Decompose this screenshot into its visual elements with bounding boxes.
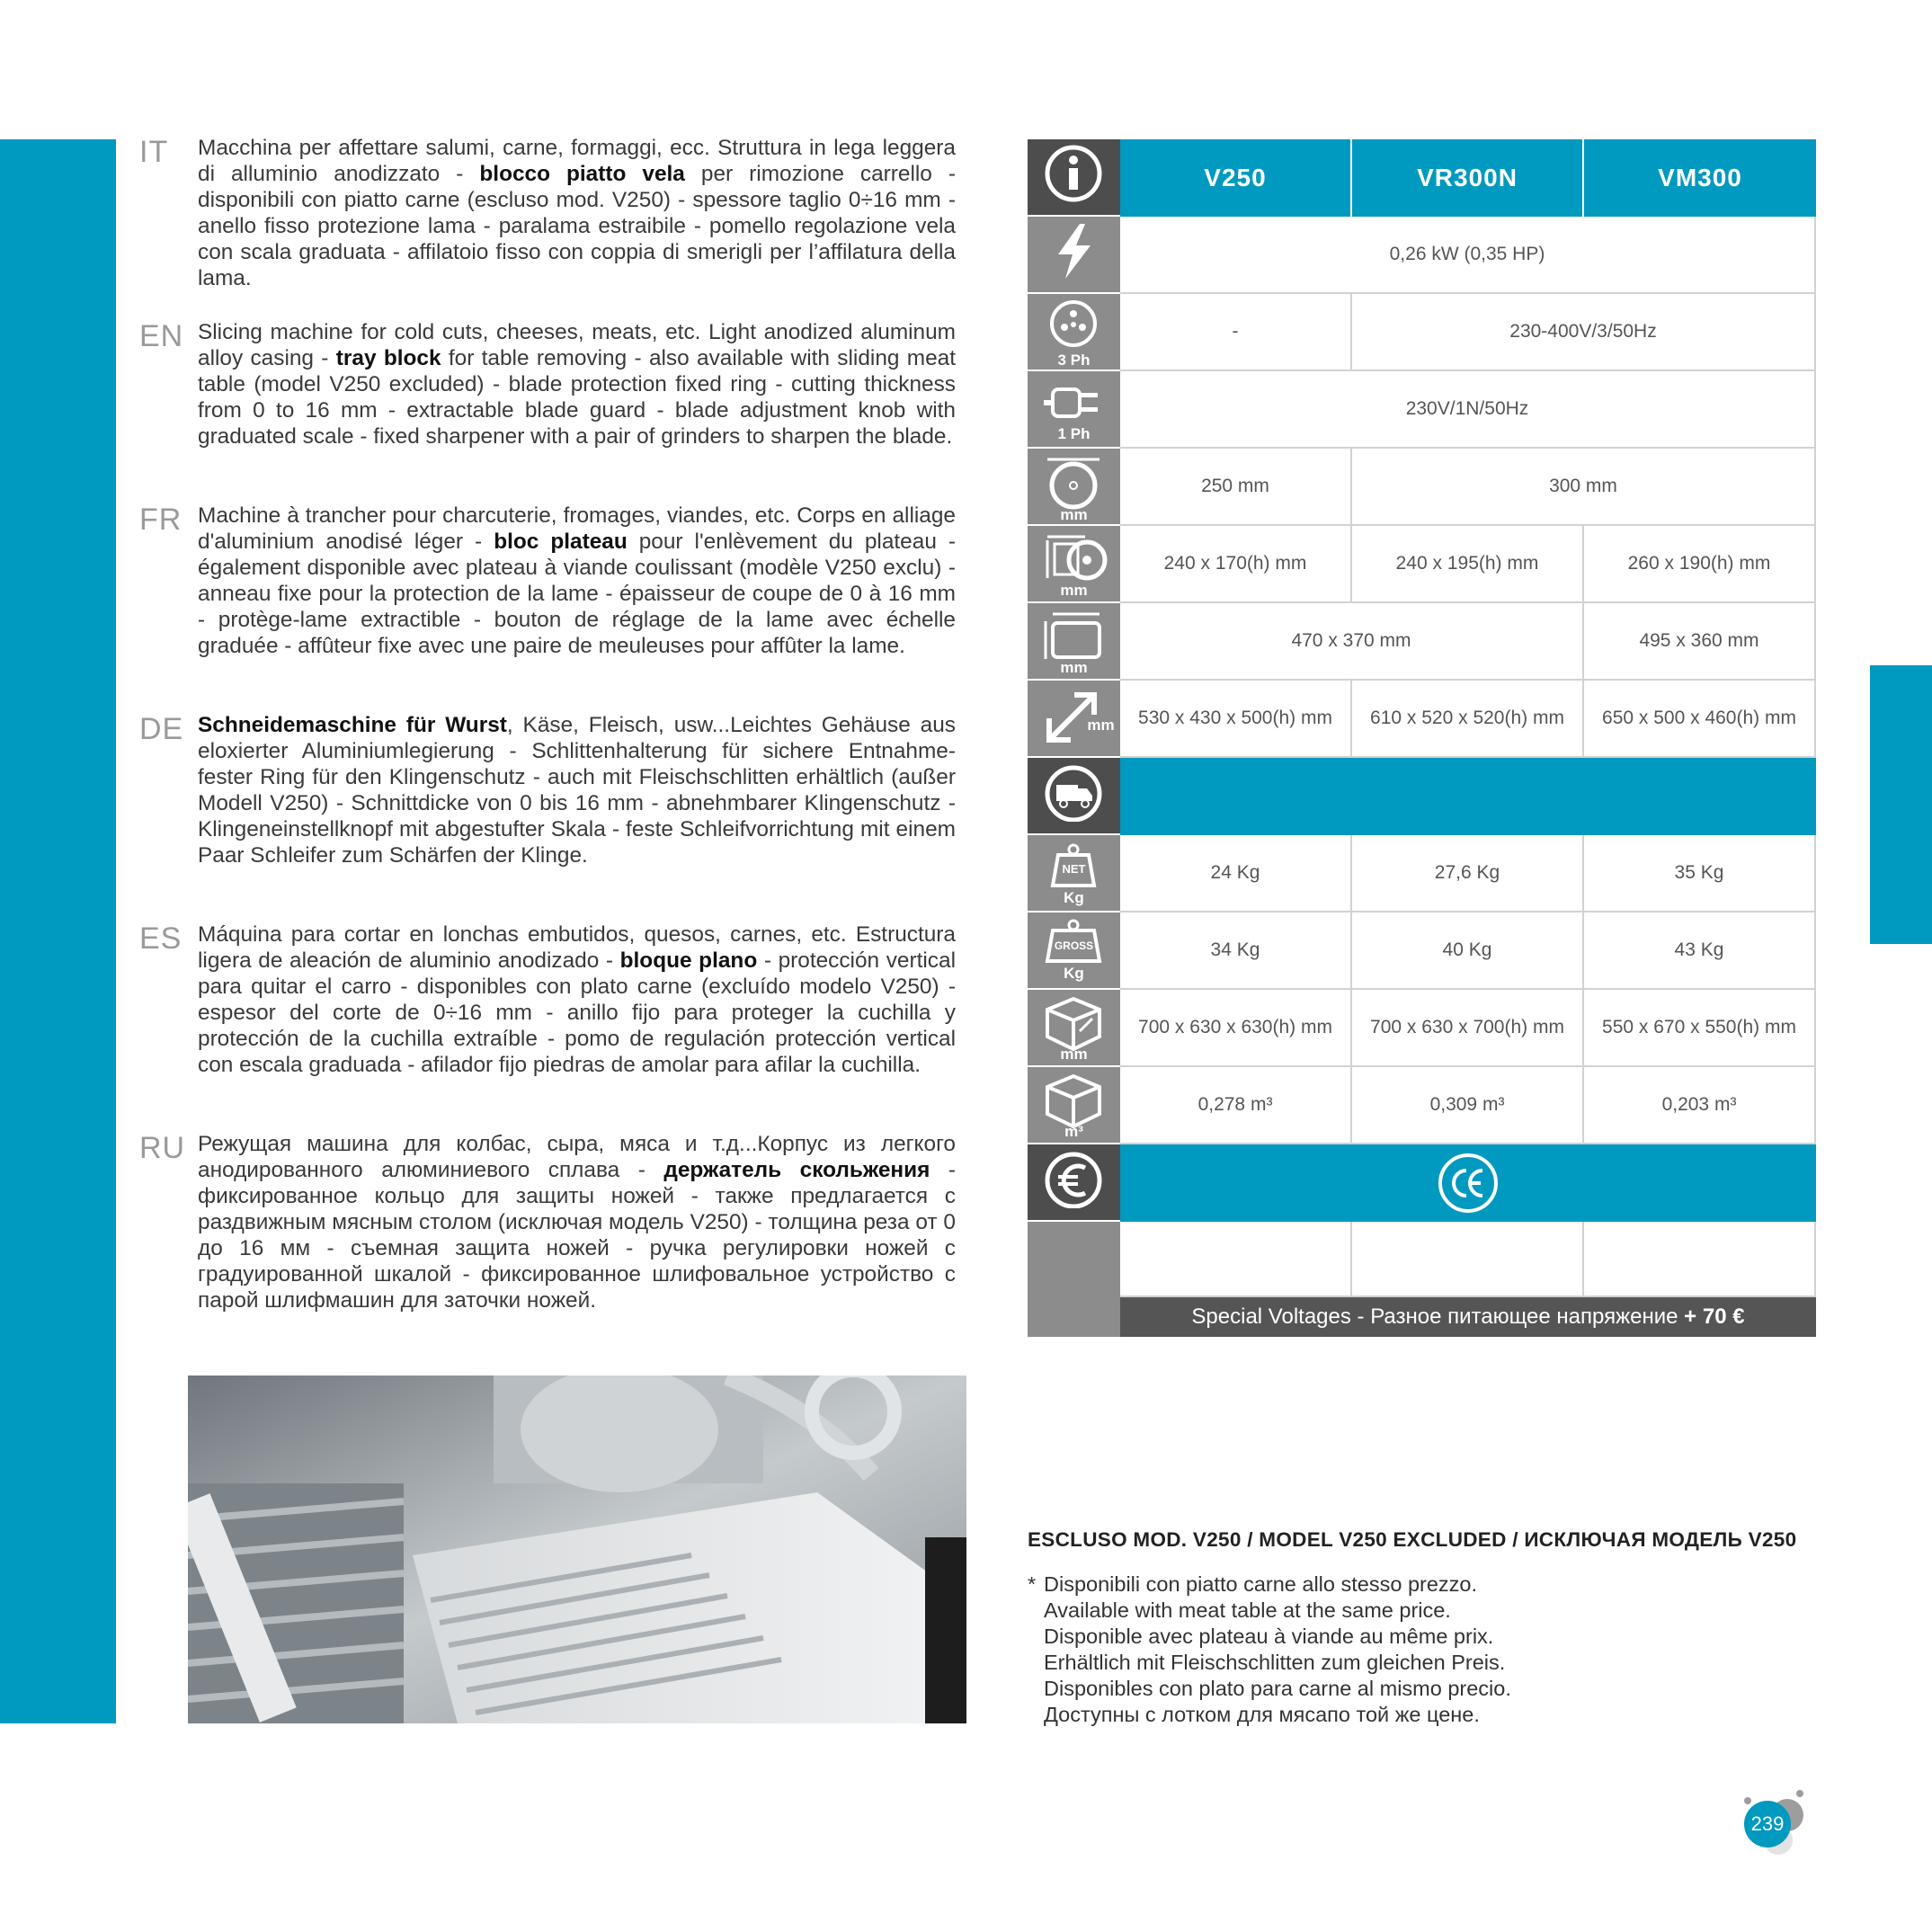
- lang-code: RU: [139, 1131, 186, 1165]
- icon-cell: [1028, 526, 1120, 603]
- icon-label: mm: [1060, 1046, 1088, 1063]
- icon-label: mm: [1060, 659, 1088, 676]
- single-phase-value: 230V/1N/50Hz: [1120, 371, 1816, 449]
- row-gross-weight: [1028, 913, 1816, 990]
- euro-icon: [1040, 1150, 1108, 1208]
- lang-code: ES: [139, 921, 183, 956]
- tray-v250-vr300n: 470 x 370 mm: [1120, 603, 1584, 681]
- icon-label: Kg: [1064, 889, 1084, 906]
- icon-cell: [1028, 1222, 1120, 1297]
- special-voltages-bar: [1120, 1297, 1816, 1337]
- description-segment: - protección vertical para quitar el carro - disponibles con plato carne (excluído modelo V250) - espesor del corte de 0÷16 mm - anillo fijo para proteger la cuchilla y protección de la cuchilla extraíble - pomo de regulación protección vertical con escala graduada - afilador fijo piedras de amolar para afilar la cuchilla.: [198, 948, 956, 1077]
- row-price-values: [1028, 1222, 1816, 1297]
- net-v250: 24 Kg: [1120, 835, 1352, 913]
- row-power: [1028, 217, 1816, 294]
- description-text: [198, 1131, 956, 1313]
- description-keyword: Schneidemaschine für Wurst: [198, 713, 507, 737]
- left-accent-bar: [0, 139, 116, 1723]
- icon-cell: [1028, 835, 1120, 913]
- info-icon-cell: [1028, 139, 1120, 217]
- description-keyword: blocco piatto vela: [479, 162, 685, 186]
- description-text: [198, 503, 956, 659]
- lang-code: IT: [139, 135, 169, 169]
- dims-vm300: 650 x 500 x 460(h) mm: [1584, 681, 1816, 758]
- description-segment: Slicing machine for cold cuts, cheeses, meats, etc. Light anodized aluminum alloy casing -: [198, 320, 956, 370]
- row-net-weight: [1028, 835, 1816, 913]
- description-segment: - фиксированное кольцо для защиты ножей - также предлагается с раздвижным мясным столом (исключая модель V250) - толщина реза от 0 до 16 мм - съемная защита ножей - ручка регулировки ножей с градуированной шкалой - фиксированное шлифовальное устройство с парой шлифмашин для заточки ножей.: [198, 1158, 957, 1313]
- pack-vr300n: 700 x 630 x 700(h) mm: [1352, 990, 1584, 1067]
- cut-vm300: 260 x 190(h) mm: [1584, 526, 1816, 603]
- description-segment: Macchina per affettare salumi, carne, formaggi, ecc. Struttura in lega leggera di alluminio anodizzato -: [198, 136, 956, 186]
- row-tray: [1028, 603, 1816, 681]
- price-vr300n: [1352, 1222, 1584, 1297]
- three-phase-v250: -: [1120, 294, 1352, 371]
- icon-label: 1 Ph: [1057, 425, 1091, 442]
- net-vr300n: 27,6 Kg: [1352, 835, 1584, 913]
- lightning-icon: [1040, 222, 1108, 280]
- description-segment: , Käse, Fleisch, usw...Leichtes Gehäuse aus eloxierter Aluminiumlegierung - Schlittenhalterung für sichere Entnahme- fester Ring für den Klingenschutz - auch mit Fleischschlitten erhältlich (außer Modell V250) - Schnittdicke von 0 bis 16 mm - abnehmbarer Klingenschutz - Klingeneinstellknopf mit abgestufter Skala - feste Schleifvorrichtung mit einem Paar Schleifer zum Schärfen der Klinge.: [198, 713, 956, 868]
- note-line: Disponibles con plato para carne al mismo precio.: [1044, 1677, 1511, 1700]
- icon-cell: [1028, 371, 1120, 449]
- model-header-v250: V250: [1120, 139, 1352, 217]
- description-keyword: держатель скольжения: [663, 1158, 930, 1182]
- icon-cell: [1028, 913, 1120, 990]
- page-number: 239: [1744, 1801, 1791, 1847]
- icon-label: m³: [1064, 1123, 1083, 1140]
- price-band: [1120, 1144, 1816, 1222]
- description-segment: Machine à trancher pour charcuterie, fromages, viandes, etc. Corps en alliage d'aluminium anodisé léger -: [198, 503, 956, 554]
- icon-cell: [1028, 1067, 1120, 1144]
- note-line: Disponible avec plateau à viande au même prix.: [1044, 1625, 1494, 1648]
- model-header-vm300: VM300: [1584, 139, 1816, 217]
- icon-cell: [1028, 449, 1120, 526]
- right-accent-tab: [1870, 665, 1932, 944]
- description-segment: Máquina para cortar en lonchas embutidos, quesos, carnes, etc. Estructura ligera de aleación de aluminio anodizado -: [198, 922, 956, 973]
- pack-v250: 700 x 630 x 630(h) mm: [1120, 990, 1352, 1067]
- three-phase-plug-icon: [1040, 299, 1108, 358]
- special-voltages-price: + 70 €: [1684, 1304, 1745, 1329]
- special-voltages-icon-cell: [1028, 1297, 1120, 1337]
- icon-cell: [1028, 294, 1120, 371]
- lang-code: EN: [139, 319, 184, 353]
- description-text: [198, 921, 956, 1078]
- net-vm300: 35 Kg: [1584, 835, 1816, 913]
- row-cut-capacity: [1028, 526, 1816, 603]
- page-number-badge: [1735, 1785, 1816, 1856]
- note-line: Доступны с лотком для мясапо той же цене.: [1044, 1703, 1480, 1726]
- row-blade: [1028, 449, 1816, 526]
- description-segment: pour l'enlèvement du plateau - également disponible avec plateau à viande coulissant (modèle V250 exclu) - anneau fixe pour la protection de la lame - épaisseur de coupe de 0 à 16 mm - protège-lame extractible - bouton de réglage de la lame avec échelle graduée - affûteur fixe avec une paire de meuleuses pour affûter la lame.: [198, 530, 957, 658]
- row-single-phase: [1028, 371, 1816, 449]
- icon-cell: [1028, 990, 1120, 1067]
- description-text: [198, 712, 956, 868]
- volume-vr300n: 0,309 m³: [1352, 1067, 1584, 1144]
- icon-label: mm: [1060, 506, 1088, 523]
- row-shipping-band: [1028, 758, 1816, 835]
- blade-others: 300 mm: [1352, 449, 1816, 526]
- dimensions-arrow-icon: [1040, 686, 1108, 744]
- volume-vm300: 0,203 m³: [1584, 1067, 1816, 1144]
- availability-note: [1028, 1571, 1511, 1728]
- gross-vm300: 43 Kg: [1584, 913, 1816, 990]
- gross-vr300n: 40 Kg: [1352, 913, 1584, 990]
- model-header-vr300n: VR300N: [1352, 139, 1584, 217]
- cut-vr300n: 240 x 195(h) mm: [1352, 526, 1584, 603]
- icon-cell: [1028, 603, 1120, 681]
- description-text: [198, 319, 956, 450]
- note-line: Disponibili con piatto carne allo stesso prezzo.: [1044, 1572, 1478, 1596]
- ce-mark-icon: [1436, 1151, 1500, 1215]
- icon-cell: [1028, 1144, 1120, 1222]
- special-voltages-text: Special Voltages - Разное питающее напряжение: [1191, 1304, 1685, 1329]
- icon-cell: [1028, 758, 1120, 835]
- icon-cell: [1028, 217, 1120, 294]
- row-packaging: [1028, 990, 1816, 1067]
- gross-v250: 34 Kg: [1120, 913, 1352, 990]
- product-photo: [188, 1376, 966, 1723]
- shipping-band: [1120, 758, 1816, 835]
- description-text: [198, 135, 956, 291]
- description-segment: per rimozione carrello - disponibili con piatto carne (escluso mod. V250) - spessore taglio 0÷16 mm - anello fisso protezione lama - paralama estraibile - pomello regolazione vela con scala graduata - affilatoio fisso con coppia di smerigli per l’affilatura della lama.: [198, 162, 956, 290]
- icon-badge: NET: [1062, 862, 1086, 876]
- icon-cell: [1028, 681, 1120, 758]
- row-volume: [1028, 1067, 1816, 1144]
- pack-vm300: 550 x 670 x 550(h) mm: [1584, 990, 1816, 1067]
- icon-badge: GROSS: [1054, 939, 1094, 952]
- tray-vm300: 495 x 360 mm: [1584, 603, 1816, 681]
- blade-diameter-icon: [1040, 454, 1108, 512]
- icon-label: 3 Ph: [1057, 352, 1091, 369]
- price-v250: [1120, 1222, 1352, 1297]
- info-icon: [1040, 145, 1108, 203]
- icon-label: mm: [1087, 717, 1115, 734]
- row-three-phase: [1028, 294, 1816, 371]
- description-keyword: tray block: [335, 346, 441, 370]
- excluded-model-title: ESCLUSO MOD. V250 / MODEL V250 EXCLUDED / ИСКЛЮЧАЯ МОДЕЛЬ V250: [1028, 1528, 1797, 1551]
- note-asterisk: *: [1028, 1572, 1037, 1596]
- blade-v250: 250 mm: [1120, 449, 1352, 526]
- table-header-row: [1028, 139, 1816, 217]
- volume-v250: 0,278 m³: [1120, 1067, 1352, 1144]
- dims-vr300n: 610 x 520 x 520(h) mm: [1352, 681, 1584, 758]
- note-line: Erhältlich mit Fleischschlitten zum gleichen Preis.: [1044, 1651, 1506, 1674]
- slicer-tray-illustration: [188, 1376, 966, 1723]
- row-dimensions: [1028, 681, 1816, 758]
- description-segment: Режущая машина для колбас, сыра, мяса и т.д...Корпус из легкого анодированного алюминиевого сплава -: [198, 1132, 956, 1182]
- cut-v250: 240 x 170(h) mm: [1120, 526, 1352, 603]
- power-value: 0,26 kW (0,35 HP): [1120, 217, 1816, 294]
- delivery-truck-icon: [1040, 763, 1108, 822]
- description-keyword: bloc plateau: [494, 530, 628, 554]
- row-price-band: [1028, 1144, 1816, 1222]
- icon-label: mm: [1060, 582, 1088, 599]
- description-keyword: bloque plano: [619, 948, 758, 973]
- dims-v250: 530 x 430 x 500(h) mm: [1120, 681, 1352, 758]
- icon-label: Kg: [1064, 965, 1084, 982]
- note-line: Available with meat table at the same price.: [1044, 1598, 1451, 1622]
- three-phase-others: 230-400V/3/50Hz: [1352, 294, 1816, 371]
- price-vm300: [1584, 1222, 1816, 1297]
- description-segment: for table removing - also available with sliding meat table (model V250 excluded) - blade protection fixed ring - cutting thickness from 0 to 16 mm - extractable blade guard - blade adjustment knob with graduated scale - fixed sharpener with a pair of grinders to sharpen the blade.: [198, 346, 957, 449]
- lang-code: FR: [139, 503, 183, 537]
- lang-code: DE: [139, 712, 184, 746]
